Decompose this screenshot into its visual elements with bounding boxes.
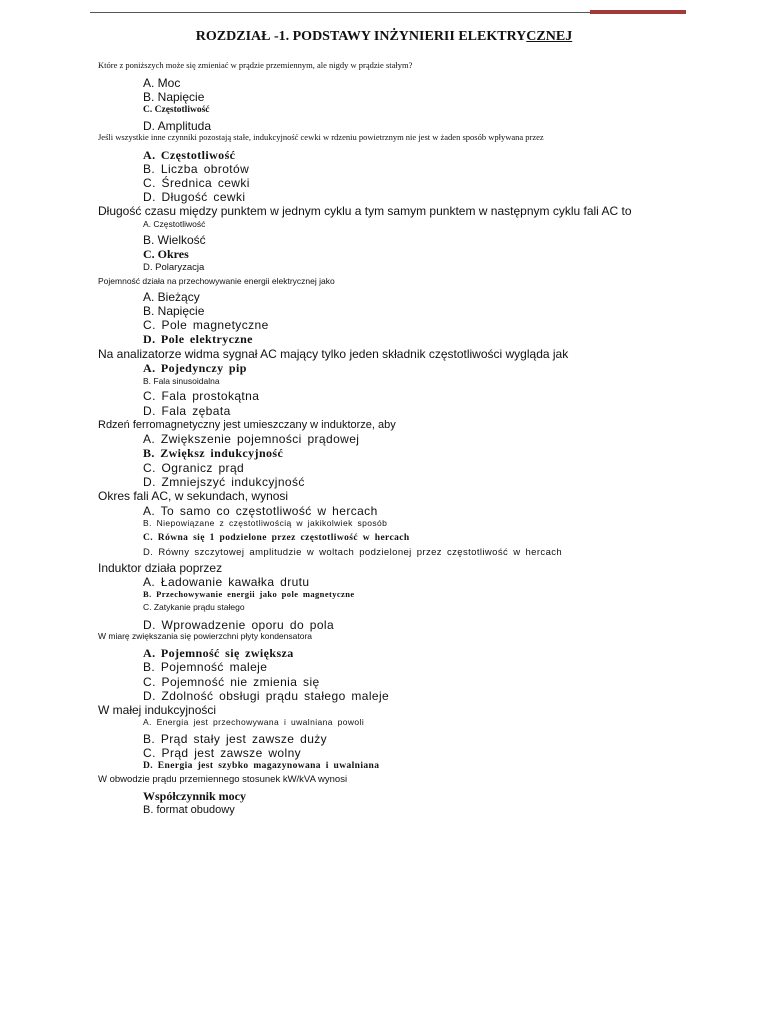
answer-option: B. Przechowywanie energii jako pole magnetyczne [143,589,355,599]
answer-option: C. Równa się 1 podzielone przez częstotliwość w hercach [143,533,410,543]
question-text: Okres fali AC, w sekundach, wynosi [98,489,289,503]
title-underlined: CZNEJ [526,29,573,44]
answer-option: D. Zmniejszyć indukcyjność [143,475,305,489]
top-accent-bar [590,10,686,14]
answer-option: D. Wprowadzenie oporu do pola [143,618,335,632]
question-text: Długość czasu między punktem w jednym cyklu a tym samym punktem w następnym cyklu fali AC to [98,204,632,218]
answer-option: C. Prąd jest zawsze wolny [143,746,302,760]
answer-option: B. Fala sinusoidalna [143,376,220,386]
answer-option: C. Okres [143,247,189,261]
answer-option: C. Zatykanie prądu stałego [143,602,245,612]
answer-option: A. Zwiększenie pojemności prądowej [143,432,360,446]
question-text: Które z poniższych może się zmieniać w prądzie przemiennym, ale nigdy w prądzie stałym? [98,60,413,70]
answer-option: B. Zwiększ indukcyjność [143,446,284,460]
question-text: W miarę zwiększania się powierzchni płyty kondensatora [98,631,313,641]
answer-option: A. Energia jest przechowywana i uwalniana powoli [143,717,365,727]
answer-option: A. Częstotliwość [143,219,206,229]
answer-option: A. Częstotliwość [143,148,236,162]
document-title [0,29,768,45]
answer-option: A. Pojemność się zwiększa [143,646,294,660]
question-text: Rdzeń ferromagnetyczny jest umieszczany w induktorze, aby [98,419,396,431]
answer-option: C. Pojemność nie zmienia się [143,675,320,689]
answer-option: Współczynnik mocy [143,789,247,803]
answer-option: C. Częstotliwość [143,105,210,115]
question-text: Jeśli wszystkie inne czynniki pozostają stałe, indukcyjność cewki w rdzeniu powietrznym nie jest w żaden sposób wpływana przez [98,132,544,142]
answer-option: B. Napięcie [143,90,205,104]
top-rule-line [90,12,590,13]
answer-option: A. Moc [143,76,181,90]
answer-option: A. Bieżący [143,290,200,304]
question-text: W małej indukcyjności [98,703,217,717]
answer-option: D. Zdolność obsługi prądu stałego maleje [143,689,390,703]
answer-option: A. Pojedynczy pip [143,361,247,375]
answer-option: B. Liczba obrotów [143,162,250,176]
title-main: ROZDZIAŁ -1. PODSTAWY INŻYNIERII ELEKTRY [195,29,527,44]
question-text: W obwodzie prądu przemiennego stosunek kW/kVA wynosi [98,774,348,785]
answer-option: B. Napięcie [143,304,205,318]
answer-option: D. Energia jest szybko magazynowana i uwalniana [143,761,380,771]
answer-option: A. Ładowanie kawałka drutu [143,575,310,589]
answer-option: B. Prąd stały jest zawsze duży [143,732,328,746]
answer-option: C. Pole magnetyczne [143,318,269,332]
answer-option: D. Pole elektryczne [143,332,253,346]
answer-option: A. To samo co częstotliwość w hercach [143,504,378,518]
answer-option: B. format obudowy [143,804,235,816]
answer-option: D. Długość cewki [143,190,246,204]
question-text: Pojemność działa na przechowywanie energii elektrycznej jako [98,276,335,286]
answer-option: C. Średnica cewki [143,176,250,190]
answer-option: D. Równy szczytowej amplitudzie w woltach podzielonej przez częstotliwość w hercach [143,547,563,558]
answer-option: D. Polaryzacja [143,262,205,273]
answer-option: C. Fala prostokątna [143,389,260,403]
answer-option: B. Niepowiązane z częstotliwością w jakikolwiek sposób [143,518,388,528]
question-text: Na analizatorze widma sygnał AC mający tylko jeden składnik częstotliwości wygląda jak [98,347,569,361]
answer-option: D. Amplituda [143,119,212,133]
answer-option: B. Wielkość [143,233,206,247]
answer-option: B. Pojemność maleje [143,660,268,674]
question-text: Induktor działa poprzez [98,561,223,575]
answer-option: D. Fala zębata [143,404,231,418]
answer-option: C. Ogranicz prąd [143,461,245,475]
